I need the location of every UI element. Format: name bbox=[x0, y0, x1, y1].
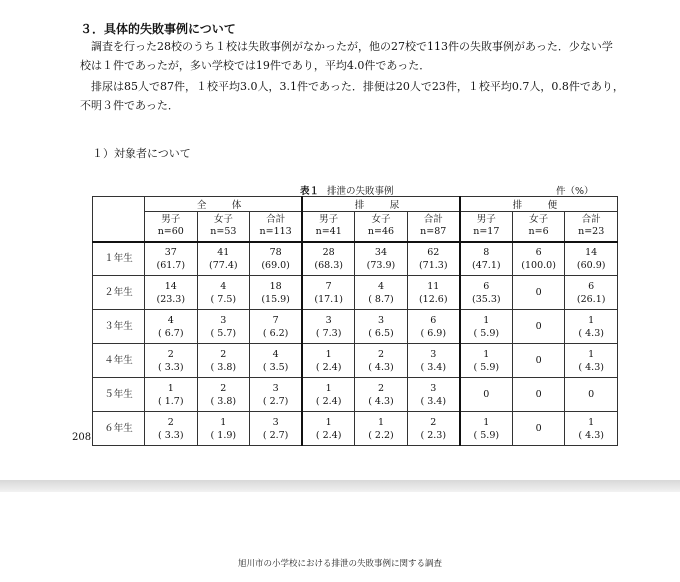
column-header-label: 男子 bbox=[319, 214, 339, 226]
table-cell bbox=[250, 412, 303, 446]
column-header-n: n=23 bbox=[578, 226, 605, 238]
cell-count: 0 bbox=[588, 389, 595, 400]
column-header-label: 合計 bbox=[581, 214, 601, 226]
cell-percent: ( 3.8) bbox=[210, 361, 237, 373]
table-cell bbox=[355, 378, 408, 412]
cell-percent: ( 5.9) bbox=[473, 361, 500, 373]
cell-count: 1 bbox=[588, 348, 595, 360]
cell-percent: ( 3.4) bbox=[420, 361, 447, 373]
table-cell bbox=[407, 242, 460, 276]
table-cell bbox=[407, 412, 460, 446]
column-header-n: n=60 bbox=[157, 226, 184, 238]
cell-percent: ( 6.9) bbox=[420, 327, 447, 339]
table-row bbox=[93, 378, 618, 412]
cell-count: 0 bbox=[535, 389, 542, 400]
group-header-total: 全 体 bbox=[145, 197, 303, 212]
paragraph-1-line-2: 校は１件であったが，多い学校では19件であり，平均4.0件であった． bbox=[80, 59, 431, 72]
cell-count: 4 bbox=[167, 314, 174, 326]
column-header-n: n=53 bbox=[210, 226, 237, 238]
cell-count: 1 bbox=[588, 416, 595, 428]
column-header-label: 女子 bbox=[213, 214, 233, 226]
column-header-label: 男子 bbox=[476, 214, 496, 226]
table-cell bbox=[302, 276, 355, 310]
table-cell bbox=[145, 412, 198, 446]
table-cell bbox=[250, 276, 303, 310]
cell-percent: (60.9) bbox=[576, 259, 606, 271]
table-cell bbox=[512, 276, 565, 310]
table-cell bbox=[302, 310, 355, 344]
table-cell bbox=[197, 412, 250, 446]
cell-count: 41 bbox=[217, 246, 230, 258]
column-header bbox=[145, 212, 198, 242]
table-row bbox=[93, 412, 618, 446]
table-row bbox=[93, 310, 618, 344]
cell-percent: ( 4.3) bbox=[368, 395, 394, 407]
cell-percent: ( 1.7) bbox=[158, 395, 184, 407]
cell-percent: ( 5.9) bbox=[473, 327, 500, 339]
cell-count: 1 bbox=[325, 348, 332, 360]
group-header-urination: 排 尿 bbox=[302, 197, 460, 212]
cell-percent: ( 2.7) bbox=[262, 395, 289, 407]
table-cell bbox=[565, 344, 618, 378]
table-cell bbox=[565, 276, 618, 310]
cell-count: 62 bbox=[427, 246, 440, 258]
cell-count: 8 bbox=[483, 246, 490, 258]
paragraph-1 bbox=[80, 37, 640, 75]
table-unit: 件（%） bbox=[556, 186, 594, 197]
cell-percent: ( 3.3) bbox=[158, 361, 184, 373]
table-caption-number: 表１ bbox=[300, 186, 320, 197]
section-heading: ３．具体的失敗事例について bbox=[80, 22, 236, 36]
table-body bbox=[93, 242, 618, 446]
cell-count: 37 bbox=[164, 246, 177, 258]
cell-percent: ( 3.5) bbox=[262, 361, 289, 373]
cell-percent: ( 4.3) bbox=[578, 429, 604, 441]
paragraph-2-line-2: 不明３件であった． bbox=[80, 99, 179, 112]
table-caption bbox=[300, 183, 394, 197]
cell-count: 2 bbox=[167, 416, 174, 428]
cell-percent: (61.7) bbox=[156, 259, 186, 271]
table-cell bbox=[145, 344, 198, 378]
row-label: ４年生 bbox=[93, 344, 145, 378]
table-cell bbox=[512, 412, 565, 446]
cell-count: 6 bbox=[588, 280, 595, 292]
cell-count: 1 bbox=[220, 416, 227, 428]
column-header-label: 女子 bbox=[371, 214, 391, 226]
group-header-defecation: 排 便 bbox=[460, 197, 618, 212]
cell-count: 1 bbox=[325, 382, 332, 394]
cell-count: 2 bbox=[430, 416, 437, 428]
column-header-n: n=17 bbox=[473, 226, 500, 238]
cell-percent: (71.3) bbox=[418, 259, 448, 271]
table-cell bbox=[565, 412, 618, 446]
table-cell bbox=[250, 344, 303, 378]
cell-count: 3 bbox=[430, 348, 437, 360]
column-header-row bbox=[93, 212, 618, 242]
cell-percent: ( 4.3) bbox=[578, 327, 604, 339]
table-cell bbox=[302, 378, 355, 412]
cell-count: 4 bbox=[377, 280, 384, 292]
column-header bbox=[250, 212, 303, 242]
cell-percent: ( 2.3) bbox=[420, 429, 447, 441]
cell-percent: (77.4) bbox=[209, 259, 238, 271]
column-header-label: 合計 bbox=[423, 214, 443, 226]
table-cell bbox=[250, 378, 303, 412]
cell-count: 3 bbox=[272, 382, 279, 394]
cell-count: 1 bbox=[483, 416, 490, 428]
cell-percent: (73.9) bbox=[366, 259, 396, 271]
cell-percent: (23.3) bbox=[156, 293, 186, 305]
paragraph-2 bbox=[80, 77, 640, 115]
table-cell bbox=[407, 378, 460, 412]
table-cell bbox=[355, 242, 408, 276]
cell-percent: ( 2.4) bbox=[315, 395, 342, 407]
cell-percent: ( 6.2) bbox=[262, 327, 289, 339]
cell-percent: ( 5.9) bbox=[473, 429, 500, 441]
table-cell bbox=[407, 276, 460, 310]
cell-percent: ( 7.3) bbox=[315, 327, 342, 339]
cell-count: 6 bbox=[430, 314, 437, 326]
cell-percent: (68.3) bbox=[314, 259, 343, 271]
cell-count: 6 bbox=[535, 246, 542, 258]
cell-percent: (69.0) bbox=[261, 259, 290, 271]
column-header-n: n=113 bbox=[259, 226, 292, 238]
column-header bbox=[407, 212, 460, 242]
cell-count: 34 bbox=[374, 246, 387, 258]
cell-count: 3 bbox=[430, 382, 437, 394]
table-cell bbox=[145, 242, 198, 276]
table-cell bbox=[565, 242, 618, 276]
cell-percent: ( 3.4) bbox=[420, 395, 447, 407]
table-cell bbox=[145, 310, 198, 344]
cell-count: 4 bbox=[272, 348, 279, 360]
table-cell bbox=[512, 344, 565, 378]
table-cell bbox=[250, 310, 303, 344]
column-header bbox=[197, 212, 250, 242]
cell-count: 14 bbox=[585, 246, 598, 258]
cell-percent: ( 6.5) bbox=[368, 327, 394, 339]
cell-count: 1 bbox=[483, 314, 490, 326]
paragraph-2-line-1: 排尿は85人で87件，１校平均3.0人，3.1件であった．排便は20人で23件，１校平均0.7人，0.8件であり， bbox=[80, 80, 624, 93]
cell-count: 78 bbox=[269, 246, 282, 258]
cell-percent: ( 1.9) bbox=[210, 429, 237, 441]
cell-count: 0 bbox=[535, 321, 542, 332]
cell-count: 0 bbox=[535, 287, 542, 298]
table-cell bbox=[407, 344, 460, 378]
table-cell bbox=[302, 242, 355, 276]
table-cell bbox=[565, 378, 618, 412]
table-cell bbox=[197, 378, 250, 412]
table-cell bbox=[145, 378, 198, 412]
column-header bbox=[460, 212, 513, 242]
table-cell bbox=[460, 310, 513, 344]
cell-percent: ( 4.3) bbox=[368, 361, 394, 373]
table-cell bbox=[355, 344, 408, 378]
cell-count: 3 bbox=[377, 314, 384, 326]
paragraph-1-line-1: 調査を行った28校のうち１校は失敗事例がなかったが，他の27校で113件の失敗事例があった．少ない学 bbox=[80, 40, 613, 53]
cell-count: 18 bbox=[269, 280, 282, 292]
table-cell bbox=[197, 310, 250, 344]
cell-count: 2 bbox=[377, 382, 384, 394]
table-caption-title: 排泄の失敗事例 bbox=[327, 186, 394, 197]
column-header-n: n=6 bbox=[528, 226, 549, 238]
column-header bbox=[355, 212, 408, 242]
cell-percent: (15.9) bbox=[261, 293, 290, 305]
cell-count: 0 bbox=[535, 355, 542, 366]
cell-percent: ( 3.3) bbox=[158, 429, 184, 441]
cell-percent: ( 2.2) bbox=[368, 429, 394, 441]
cell-percent: (47.1) bbox=[472, 259, 501, 271]
failure-cases-table bbox=[92, 196, 618, 446]
table-row bbox=[93, 242, 618, 276]
table-cell bbox=[250, 242, 303, 276]
column-header-n: n=87 bbox=[420, 226, 447, 238]
table-cell bbox=[302, 344, 355, 378]
table-cell bbox=[355, 310, 408, 344]
cell-percent: ( 7.5) bbox=[210, 293, 237, 305]
cell-percent: ( 4.3) bbox=[578, 361, 604, 373]
cell-count: 14 bbox=[164, 280, 177, 292]
table-cell bbox=[460, 378, 513, 412]
column-header-n: n=41 bbox=[315, 226, 342, 238]
cell-count: 3 bbox=[325, 314, 332, 326]
cell-count: 1 bbox=[325, 416, 332, 428]
cell-percent: ( 8.7) bbox=[368, 293, 394, 305]
table-cell bbox=[197, 242, 250, 276]
table-cell bbox=[460, 242, 513, 276]
column-header bbox=[512, 212, 565, 242]
table-cell bbox=[355, 276, 408, 310]
table-cell bbox=[407, 310, 460, 344]
cell-percent: ( 2.4) bbox=[315, 429, 342, 441]
table-cell bbox=[512, 310, 565, 344]
cell-count: 3 bbox=[272, 416, 279, 428]
table-corner-cell bbox=[93, 197, 145, 242]
row-label: １年生 bbox=[93, 242, 145, 276]
cell-count: 1 bbox=[483, 348, 490, 360]
cell-count: 1 bbox=[588, 314, 595, 326]
cell-count: 1 bbox=[377, 416, 384, 428]
table-cell bbox=[302, 412, 355, 446]
cell-count: 11 bbox=[427, 280, 440, 292]
cell-count: 0 bbox=[535, 423, 542, 434]
cell-count: 3 bbox=[220, 314, 227, 326]
table-row bbox=[93, 344, 618, 378]
column-header-n: n=46 bbox=[367, 226, 395, 238]
table-cell bbox=[565, 310, 618, 344]
cell-count: 7 bbox=[325, 280, 332, 292]
cell-count: 7 bbox=[272, 314, 279, 326]
cell-percent: ( 6.7) bbox=[158, 327, 184, 339]
row-label: ６年生 bbox=[93, 412, 145, 446]
running-footer: 旭川市の小学校における排泄の失敗事例に関する調査 bbox=[237, 559, 442, 569]
column-header-label: 女子 bbox=[529, 214, 549, 226]
cell-percent: (26.1) bbox=[576, 293, 606, 305]
cell-count: 2 bbox=[220, 382, 227, 394]
column-header bbox=[565, 212, 618, 242]
table-cell bbox=[355, 412, 408, 446]
cell-count: 6 bbox=[483, 280, 490, 292]
table-cell bbox=[512, 378, 565, 412]
row-label: ５年生 bbox=[93, 378, 145, 412]
table-row bbox=[93, 276, 618, 310]
table-cell bbox=[460, 276, 513, 310]
cell-count: 2 bbox=[167, 348, 174, 360]
cell-percent: ( 5.7) bbox=[210, 327, 237, 339]
table-cell bbox=[460, 344, 513, 378]
table-cell bbox=[197, 344, 250, 378]
table-cell bbox=[145, 276, 198, 310]
subsection-heading: １）対象者について bbox=[92, 147, 191, 160]
table-cell bbox=[460, 412, 513, 446]
row-label: ２年生 bbox=[93, 276, 145, 310]
cell-percent: (100.0) bbox=[521, 259, 556, 271]
cell-percent: ( 3.8) bbox=[210, 395, 237, 407]
cell-percent: (35.3) bbox=[472, 293, 501, 305]
cell-count: 2 bbox=[377, 348, 384, 360]
cell-count: 2 bbox=[220, 348, 227, 360]
cell-percent: ( 2.7) bbox=[262, 429, 289, 441]
table-cell bbox=[197, 276, 250, 310]
cell-percent: ( 2.4) bbox=[315, 361, 342, 373]
table-cell bbox=[512, 242, 565, 276]
row-label: ３年生 bbox=[93, 310, 145, 344]
column-header bbox=[302, 212, 355, 242]
cell-count: 1 bbox=[167, 382, 174, 394]
page-number: 208 bbox=[72, 432, 92, 443]
cell-percent: (12.6) bbox=[418, 293, 448, 305]
page-separator bbox=[0, 480, 680, 492]
cell-count: 28 bbox=[322, 246, 335, 258]
cell-count: 0 bbox=[483, 389, 490, 400]
column-header-label: 合計 bbox=[266, 214, 286, 226]
cell-count: 4 bbox=[220, 280, 227, 292]
column-header-label: 男子 bbox=[161, 214, 181, 226]
cell-percent: (17.1) bbox=[314, 293, 343, 305]
